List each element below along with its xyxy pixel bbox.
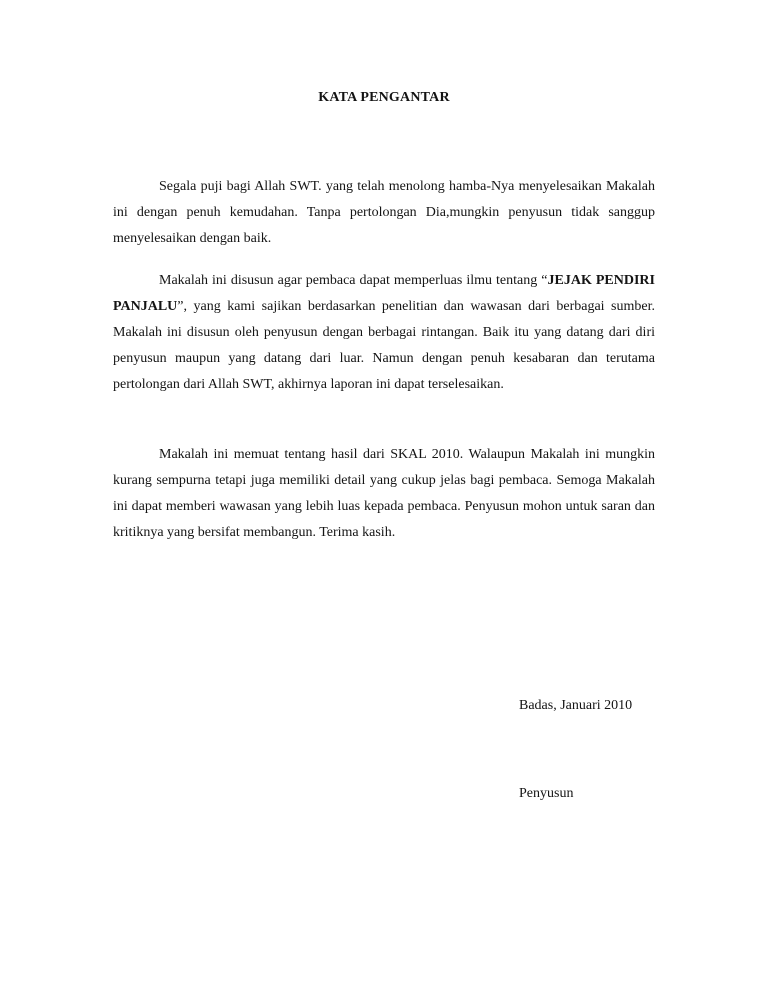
place-date: Badas, Januari 2010 (519, 698, 633, 713)
signer-label: Penyusun (519, 786, 574, 801)
paragraph-2-bold-title: JEJAK PENDIRI PANJALU (113, 273, 655, 314)
paragraph-2-end: ”, yang kami sajikan berdasarkan penelitian dan wawasan dari berbagai sumber. Makalah ini disusun oleh penyusun dengan berbagai rintangan. Baik itu yang datang dari diri penyusun maupun yang datang dari luar. Namun dengan penuh kesabaran dan terutama pertolongan dari Allah SWT, akhirnya laporan ini dapat terselesaikan. (113, 299, 655, 392)
paragraph-3: Makalah ini memuat tentang hasil dari SKAL 2010. Walaupun Makalah ini mungkin kurang sempurna tetapi juga memiliki detail yang cukup jelas bagi pembaca. Semoga Makalah ini dapat memberi wawasan yang lebih luas kepada pembaca. Penyusun mohon untuk saran dan kritiknya yang bersifat membangun. Terima kasih. (113, 447, 655, 540)
paragraph-2 (113, 268, 655, 398)
paragraph-2-start: Makalah ini disusun agar pembaca dapat memperluas ilmu tentang “ (159, 273, 548, 288)
paragraph-1: Segala puji bagi Allah SWT. yang telah menolong hamba-Nya menyelesaikan Makalah ini dengan penuh kemudahan. Tanpa pertolongan Dia,mungkin penyusun tidak sanggup menyelesaikan dengan baik. (113, 179, 655, 246)
page-title: KATA PENGANTAR (318, 90, 450, 105)
